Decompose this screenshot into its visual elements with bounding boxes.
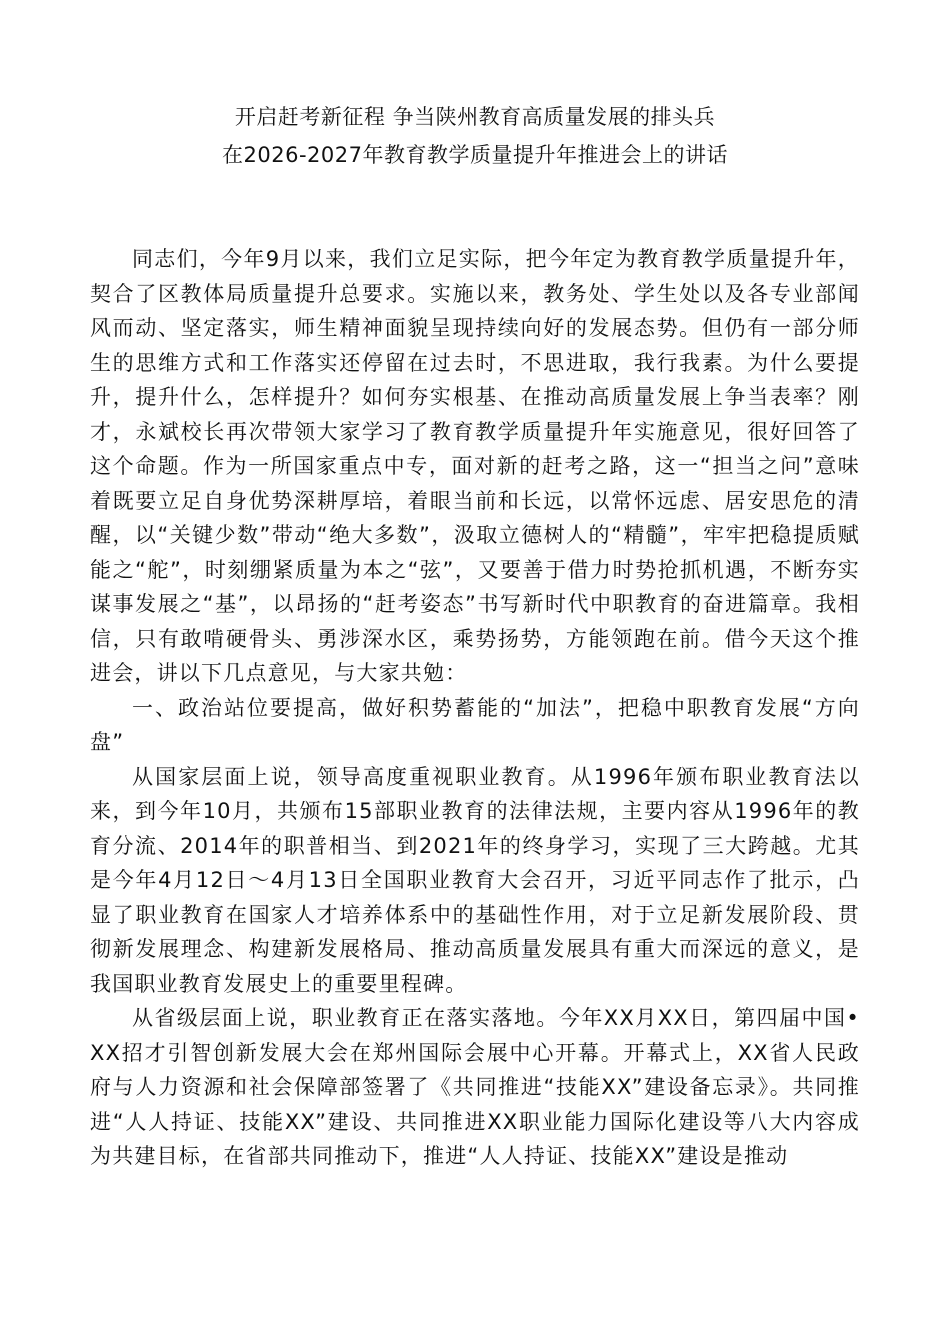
title-line-main: 开启赶考新征程 争当陕州教育高质量发展的排头兵 (234, 105, 716, 129)
paragraph-provincial-level: 从省级层面上说，职业教育正在落实落地。今年XX月XX日，第四届中国•XX招才引智创新发展大会在郑州国际会展中心开幕。开幕式上，XX省人民政府与人力资源和社会保障部签署了《共同推进“技能XX”建设备忘录》。共同推进“人人持证、技能XX”建设、共同推进XX职业能力国际化建设等八大内容成为共建目标，在省部共同推动下，推进“人人持证、技能XX”建设是推动 (90, 1006, 860, 1168)
title-line-subtitle: 在2026-2027年教育教学质量提升年推进会上的讲话 (222, 143, 728, 167)
document-title (90, 98, 860, 174)
paragraph-national-level: 从国家层面上说，领导高度重视职业教育。从1996年颁布职业教育法以来，到今年10月，共颁布15部职业教育的法律法规，主要内容从1996年的教育分流、2014年的职普相当、到2021年的终身学习，实现了三大跨越。尤其是今年4月12日～4月13日全国职业教育大会召开，习近平同志作了批示，凸显了职业教育在国家人才培养体系中的基础性作用，对于立足新发展阶段、贯彻新发展理念、构建新发展格局、推动高质量发展具有重大而深远的意义，是我国职业教育发展史上的重要里程碑。 (90, 764, 860, 996)
document-body (90, 242, 860, 1174)
paragraph-opening: 同志们，今年9月以来，我们立足实际，把今年定为教育教学质量提升年，契合了区教体局质量提升总要求。实施以来，教务处、学生处以及各专业部闻风而动、坚定落实，师生精神面貌呈现持续向好的发展态势。但仍有一部分师生的思维方式和工作落实还停留在过去时，不思进取，我行我素。为什么要提升，提升什么，怎样提升？如何夯实根基、在推动高质量发展上争当表率？刚才，永斌校长再次带领大家学习了教育教学质量提升年实施意见，很好回答了这个命题。作为一所国家重点中专，面对新的赶考之路，这一“担当之问”意味着既要立足自身优势深耕厚培，着眼当前和长远，以常怀远虑、居安思危的清醒，以“关键少数”带动“绝大多数”，汲取立德树人的“精髓”，牢牢把稳提质赋能之“舵”，时刻绷紧质量为本之“弦”，又要善于借力时势抢抓机遇，不断夯实谋事发展之“基”，以昂扬的“赶考姿态”书写新时代中职教育的奋进篇章。我相信，只有敢啃硬骨头、勇涉深水区，乘势扬势，方能领跑在前。借今天这个推进会，讲以下几点意见，与大家共勉： (90, 247, 860, 685)
section-heading-1: 一、政治站位要提高，做好积势蓄能的“加法”，把稳中职教育发展“方向盘” (90, 695, 860, 754)
